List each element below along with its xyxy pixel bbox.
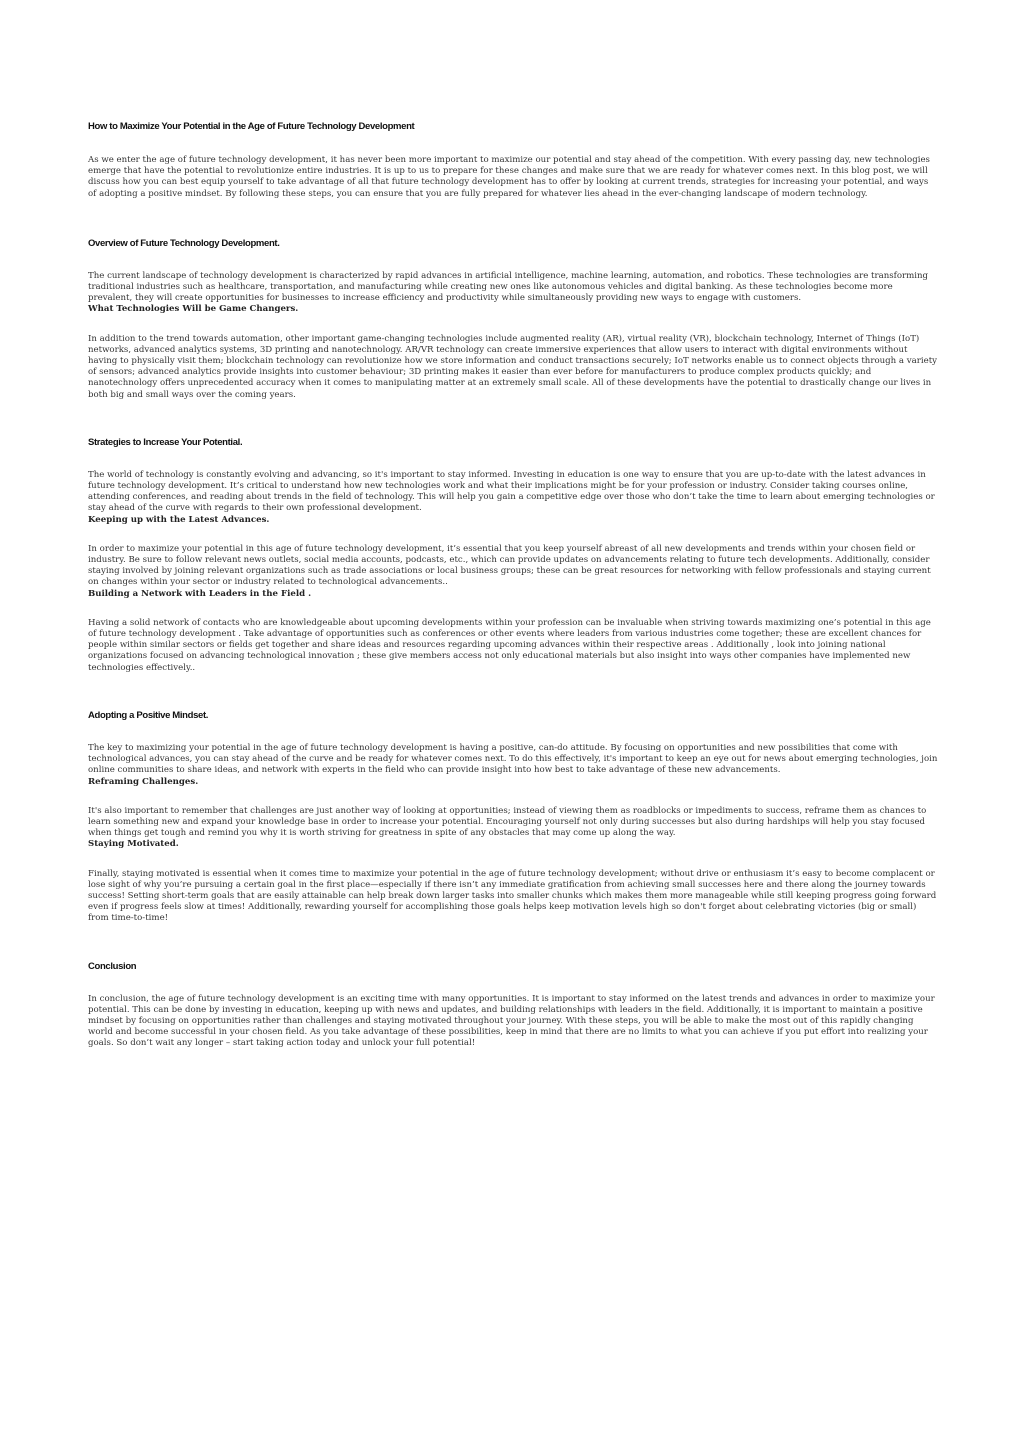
paragraph xyxy=(88,806,938,851)
paragraph-text: The key to maximizing your potential in the age of future technology development is having a positive, can-do attitude. By focusing on opportunities and new possibilities that come with technological advances, you can stay ahead of the curve and be ready for whatever comes next. To do this effectively, it's important to keep an eye out for news about emerging technologies, join online communities to share ideas, and network with experts in the field who can provide insight into how best to take advantage of these new advancements. xyxy=(88,742,938,776)
paragraph: Having a solid network of contacts who are knowledgeable about upcoming developments within your profession can be invaluable when striving towards maximizing one’s potential in this age of future technology development . Take advantage of opportunities such as conferences or other events where leaders from various industries come together; these are excellent chances for people within similar sectors or fields get together and share ideas and resources regarding upcoming advances within their respective areas . Additionally , look into joining national organizations focused on advancing technological innovation ; these give members access not only educational materials but also insight into ways other companies have implemented new technologies effectively.. xyxy=(88,617,931,673)
section-heading: Adopting a Positive Mindset. xyxy=(88,709,209,721)
paragraph-text: It's also important to remember that challenges are just another way of looking at opportunities; instead of viewing them as roadblocks or impediments to success, reframe them as chances to learn something new and expand your knowledge base in order to increase your potential. Encouraging yourself not only during successes but also during hardships will help you stay focused when things get tough and remind you why it is worth striving for greatness in spite of any obstacles that may come up along the way. xyxy=(88,805,927,839)
subheading: What Technologies Will be Game Changers. xyxy=(88,304,299,315)
document-title: How to Maximize Your Potential in the Age of Future Technology Development xyxy=(88,121,415,132)
paragraph xyxy=(88,470,938,526)
paragraph-text: The world of technology is constantly evolving and advancing, so it's important to stay informed. Investing in education is one way to ensure that you are up-to-date with the latest advances in future technology development. It’s critical to understand how new technologies work and what their implications might be for your profession or industry. Consider taking courses online, attending conferences, and reading about trends in the field of technology. This will help you gain a competitive edge over those who don’t take the time to learn about emerging technologies or stay ahead of the curve with regards to their own professional development. xyxy=(88,469,935,514)
section-conclusion xyxy=(88,961,938,1050)
paragraph xyxy=(88,743,938,788)
section-overview xyxy=(88,238,938,401)
paragraph: In addition to the trend towards automation, other important game-changing technologies include augmented reality (AR), virtual reality (VR), blockchain technology, Internet of Things (IoT) networks, advanced analytics systems, 3D printing and nanotechnology. AR/VR technology can create immersive experiences that allow users to interact with digital environments without having to physically visit them; blockchain technology can revolutionize how we store information and conduct transactions securely; IoT networks enable us to connect objects through a variety of sensors; advanced analytics provide insights into customer behaviour; 3D printing makes it easier than ever before for manufacturers to produce complex products quickly; and nanotechnology offers unprecedented accuracy when it comes to manipulating matter at an extremely small scale. All of these developments have the potential to drastically change our lives in both big and small ways over the coming years. xyxy=(88,333,938,400)
section-mindset xyxy=(88,710,938,925)
section-heading: Conclusion xyxy=(88,960,137,972)
section-heading: Overview of Future Technology Development. xyxy=(88,237,280,249)
subheading: Reframing Challenges. xyxy=(88,776,199,787)
paragraph xyxy=(88,544,938,600)
paragraph xyxy=(88,271,938,316)
paragraph: Finally, staying motivated is essential when it comes time to maximize your potential in the age of future technology development; without drive or enthusiasm it’s easy to become complacent or lose sight of why you’re pursuing a certain goal in the first place—especially if there isn’t any immediate gratification from achieving small successes here and there along the journey towards success! Setting short-term goals that are easily attainable can help break down larger tasks into smaller chunks which makes them more manageable while still keeping progress going forward even if progress feels slow at times! Additionally, rewarding yourself for accomplishing those goals helps keep motivation levels high so don't forget about celebrating victories (big or small) from time-to-time! xyxy=(88,868,937,924)
subheading: Building a Network with Leaders in the Field . xyxy=(88,588,312,599)
subheading: Staying Motivated. xyxy=(88,839,179,850)
paragraph: In conclusion, the age of future technology development is an exciting time with many opportunities. It is important to stay informed on the latest trends and advances in order to maximize your potential. This can be done by investing in education, keeping up with news and updates, and building relationships with leaders in the field. Additionally, it is important to maintain a positive mindset by focusing on opportunities rather than challenges and staying motivated throughout your journey. With these steps, you will be able to make the most out of this rapidly changing world and become successful in your chosen field. As you take advantage of these possibilities, keep in mind that there are no limits to what you can achieve if you put effort into realizing your goals. So don’t wait any longer – start taking action today and unlock your full potential! xyxy=(88,993,935,1049)
intro-paragraph: As we enter the age of future technology development, it has never been more important to maximize our potential and stay ahead of the competition. With every passing day, new technologies emerge that have the potential to revolutionize entire industries. It is up to us to prepare for these changes and make sure that we are ready for whatever comes next. In this blog post, we will discuss how you can best equip yourself to take advantage of all that future technology development has to offer by looking at current trends, strategies for increasing your potential, and ways of adopting a positive mindset. By following these steps, you can ensure that you are fully prepared for whatever lies ahead in the ever-changing landscape of modern technology. xyxy=(88,155,930,199)
paragraph-text: In order to maximize your potential in this age of future technology development, it’s essential that you keep yourself abreast of all new developments and trends within your chosen field or industry. Be sure to follow relevant news outlets, social media accounts, podcasts, etc., which can provide updates on advancements relating to future tech developments. Additionally, consider staying involved by joining relevant organizations such as trade associations or local business groups; these can be great resources for networking with fellow professionals and staying current on changes within your sector or industry related to technological advancements.. xyxy=(88,543,931,588)
section-heading: Strategies to Increase Your Potential. xyxy=(88,436,243,448)
paragraph-text: The current landscape of technology development is characterized by rapid advances in artificial intelligence, machine learning, automation, and robotics. These technologies are transforming traditional industries such as healthcare, transportation, and manufacturing while creating new ones like autonomous vehicles and digital banking. As these technologies become more prevalent, they will create opportunities for businesses to increase efficiency and productivity while simultaneously providing new ways to engage with customers. xyxy=(88,270,929,304)
document-page xyxy=(88,121,938,1086)
section-strategies xyxy=(88,437,938,674)
subheading: Keeping up with the Latest Advances. xyxy=(88,514,270,525)
